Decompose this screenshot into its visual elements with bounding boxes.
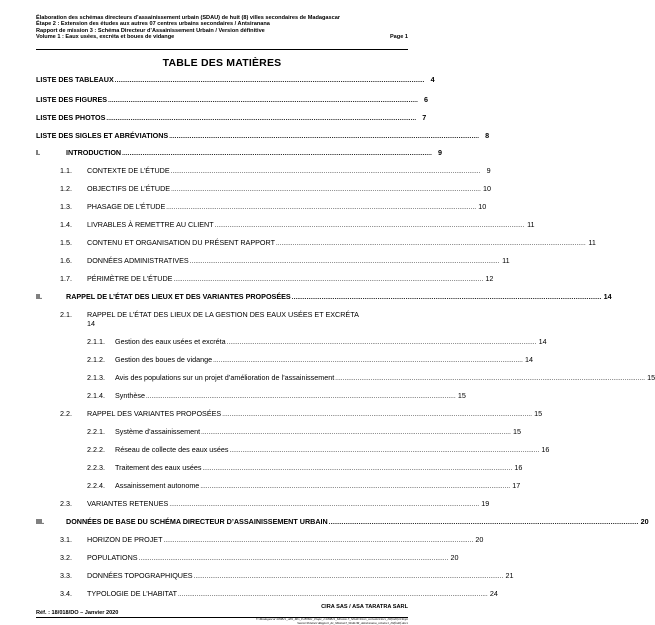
- toc-entry-page: 15: [513, 427, 522, 436]
- toc-entry-number: 3.1.: [60, 535, 72, 544]
- footer-path-line-1: V:\Madagascar\180821_ASS_MG_E180821_Etape_2\180821_Mission 3_SDAU\Docs_sortants\Docs_Définitifs\Diego: [256, 617, 408, 621]
- toc-entry-label: DONNÉES ADMINISTRATIVES: [87, 256, 189, 265]
- dot-leader: ......................................................................................................................................................................: [178, 592, 488, 598]
- dot-leader: ......................................................................................................................................................................: [222, 412, 533, 418]
- toc-entry-label: PÉRIMÈTRE DE L’ÉTUDE: [87, 274, 173, 283]
- toc-entry-number: I.: [36, 148, 40, 157]
- toc-entry-number: III.: [36, 517, 44, 526]
- header-project-title: Élaboration des schémas directeurs d’assainissement urbain (SDAU) de huit (8) villes secondaires de Madagascar: [36, 15, 341, 21]
- toc-entry-page: 16: [541, 445, 550, 454]
- toc-entry-number: 1.1.: [60, 166, 72, 175]
- toc-entry-label: LISTE DES SIGLES ET ABRÉVIATIONS: [36, 131, 169, 140]
- toc-entry-page: 20: [640, 517, 649, 526]
- toc-entry-label: LISTE DES TABLEAUX: [36, 75, 114, 84]
- toc-entry-page: 9: [438, 148, 443, 157]
- toc-entry-1-6[interactable]: [60, 256, 510, 267]
- toc-entry-2-2[interactable]: [60, 409, 543, 420]
- toc-entry-label: LISTE DES FIGURES: [36, 95, 108, 104]
- toc-entry-label: RAPPEL DE L’ÉTAT DES LIEUX DE LA GESTION DES EAUX USÉES ET EXCRÉTA: [87, 310, 359, 319]
- dot-leader: ......................................................................................................................................................................: [138, 556, 449, 562]
- toc-entry-number: 1.7.: [60, 274, 72, 283]
- toc-entry-page: 4: [430, 75, 435, 84]
- toc-entry-label: Synthèse: [115, 391, 145, 400]
- dot-leader: ......................................................................................................................................................................: [291, 295, 602, 301]
- toc-entry-1-3[interactable]: [60, 202, 487, 213]
- footer-reference: Réf. : 18/018/DO – Janvier 2020: [36, 610, 119, 616]
- dot-leader: ......................................................................................................................................................................: [171, 187, 481, 193]
- dot-leader: ......................................................................................................................................................................: [226, 340, 537, 346]
- toc-entry-number: 2.2.4.: [87, 481, 105, 490]
- dot-leader: ......................................................................................................................................................................: [145, 394, 456, 400]
- toc-entry-label: CONTEXTE DE L’ÉTUDE: [87, 166, 170, 175]
- toc-entry-number: 2.2.: [60, 409, 72, 418]
- toc-entry-number: 2.1.2.: [87, 355, 105, 364]
- toc-entry-page: 12: [485, 274, 494, 283]
- toc-entry-page: 9: [486, 166, 491, 175]
- toc-entry-number: 2.2.1.: [87, 427, 105, 436]
- dot-leader: ......................................................................................................................................................................: [213, 358, 524, 364]
- toc-entry-number: 2.1.3.: [87, 373, 105, 382]
- dot-leader: ......................................................................................................................................................................: [193, 574, 504, 580]
- toc-entry-number: 2.3.: [60, 499, 72, 508]
- toc-entry-3-2[interactable]: [60, 553, 459, 564]
- dot-leader: ......................................................................................................................................................................: [173, 277, 484, 283]
- toc-entry-page: 15: [647, 373, 655, 382]
- dot-leader: ......................................................................................................................................................................: [202, 466, 513, 472]
- toc-entry-page: 17: [512, 481, 521, 490]
- toc-entry-label: RAPPEL DES VARIANTES PROPOSÉES: [87, 409, 222, 418]
- dot-leader: ......................................................................................................................................................................: [328, 520, 639, 526]
- toc-entry-2-3[interactable]: [60, 499, 490, 510]
- header-stage: Étape 2 : Extension des études aux autres 07 centres urbains secondaires / Antsiranana: [36, 21, 270, 28]
- dot-leader: ......................................................................................................................................................................: [106, 116, 417, 122]
- toc-entry-chapter-3[interactable]: [36, 517, 649, 528]
- toc-entry-label: Traitement des eaux usées: [115, 463, 202, 472]
- toc-entry-number: 1.5.: [60, 238, 72, 247]
- toc-entry-label: POPULATIONS: [87, 553, 138, 562]
- toc-entry-list-photos[interactable]: [36, 113, 427, 124]
- toc-title: TABLE DES MATIÈRES: [162, 57, 282, 69]
- toc-entry-label: PHASAGE DE L’ÉTUDE: [87, 202, 166, 211]
- toc-entry-label: RAPPEL DE L’ÉTAT DES LIEUX ET DES VARIANTES PROPOSÉES: [66, 292, 291, 301]
- dot-leader: ......................................................................................................................................................................: [229, 448, 540, 454]
- toc-entry-page: 14: [525, 355, 534, 364]
- toc-entry-page: 15: [457, 391, 466, 400]
- toc-entry-page: 14: [603, 292, 612, 301]
- toc-entry-label: DONNÉES TOPOGRAPHIQUES: [87, 571, 193, 580]
- toc-entry-number: 2.1.: [60, 310, 72, 319]
- toc-entry-2-2-3[interactable]: [87, 463, 523, 474]
- toc-entry-list-acronyms[interactable]: [36, 131, 490, 142]
- toc-entry-2-1-2[interactable]: [87, 355, 534, 366]
- toc-entry-chapter-1[interactable]: [36, 148, 443, 159]
- toc-entry-page: 7: [422, 113, 427, 122]
- toc-entry-number: 2.2.3.: [87, 463, 105, 472]
- toc-entry-2-2-2[interactable]: [87, 445, 550, 456]
- header-volume: Volume 1 : Eaux usées, excréta et boues de vidange: [36, 34, 175, 41]
- toc-entry-page: 10: [483, 184, 491, 193]
- toc-entry-page: 19: [481, 499, 490, 508]
- footer-path-line-2: Suarez\Volume1\Rapport_de_Mission3_SDAUM_Antsiranana_volume1_Définitif.docx: [297, 620, 408, 625]
- toc-entry-list-figures[interactable]: [36, 95, 429, 106]
- toc-entry-label: CONTENU ET ORGANISATION DU PRÉSENT RAPPORT: [87, 238, 275, 247]
- toc-entry-page: 6: [424, 95, 429, 104]
- footer-company: CIRA SAS / ASA TARATRA SARL: [321, 604, 408, 610]
- toc-entry-number: 2.2.2.: [87, 445, 105, 454]
- toc-entry-3-3[interactable]: [60, 571, 514, 582]
- toc-entry-number: 1.4.: [60, 220, 72, 229]
- toc-entry-number: II.: [36, 292, 42, 301]
- dot-leader: ......................................................................................................................................................................: [170, 169, 481, 175]
- toc-entry-number: 2.1.1.: [87, 337, 105, 346]
- toc-entry-label: LISTE DES PHOTOS: [36, 113, 106, 122]
- toc-entry-2-1-3[interactable]: [87, 373, 655, 384]
- toc-entry-number: 3.3.: [60, 571, 72, 580]
- toc-entry-page: 11: [502, 256, 510, 265]
- toc-entry-2-1-1[interactable]: [87, 337, 547, 348]
- toc-entry-3-4[interactable]: [60, 589, 498, 600]
- toc-entry-page: 11: [527, 220, 535, 229]
- toc-entry-number: 2.1.4.: [87, 391, 105, 400]
- dot-leader: ......................................................................................................................................................................: [166, 205, 477, 211]
- dot-leader: ......................................................................................................................................................................: [163, 538, 474, 544]
- header-page-number: Page 1: [389, 34, 408, 41]
- toc-entry-page: 16: [514, 463, 523, 472]
- toc-entry-list-tables[interactable]: [36, 75, 435, 86]
- toc-entry-2-1[interactable]: [60, 310, 406, 328]
- toc-entry-label: LIVRABLES À REMETTRE AU CLIENT: [87, 220, 214, 229]
- footer-file-path: [118, 618, 408, 625]
- toc-entry-page: 8: [485, 131, 490, 140]
- toc-entry-1-4[interactable]: [60, 220, 535, 231]
- toc-entry-label: HORIZON DE PROJET: [87, 535, 163, 544]
- dot-leader: ......................................................................................................................................................................: [189, 259, 500, 265]
- toc-entry-1-7[interactable]: [60, 274, 494, 285]
- toc-entry-page: 10: [478, 202, 487, 211]
- toc-entry-label: VARIANTES RETENUES: [87, 499, 169, 508]
- dot-leader: ......................................................................................................................................................................: [335, 376, 646, 382]
- toc-entry-page: 21: [505, 571, 514, 580]
- dot-leader: ......................................................................................................................................................................: [169, 134, 480, 140]
- toc-entry-1-5[interactable]: [60, 238, 596, 249]
- dot-leader: ......................................................................................................................................................................: [214, 223, 525, 229]
- header-report: Rapport de mission 3 : Schéma Directeur d’Assainissement Urbain / Version définitive: [36, 27, 265, 34]
- toc-entry-number: 3.4.: [60, 589, 72, 598]
- toc-entry-number: 3.2.: [60, 553, 72, 562]
- toc-entry-2-2-4[interactable]: [87, 481, 521, 492]
- toc-entry-1-2[interactable]: [60, 184, 491, 195]
- toc-entry-number: 1.6.: [60, 256, 72, 265]
- toc-entry-2-1-4[interactable]: [87, 391, 466, 402]
- dot-leader: ......................................................................................................................................................................: [122, 151, 433, 157]
- toc-entry-label: Assainissement autonome: [115, 481, 200, 490]
- toc-entry-1-1[interactable]: [60, 166, 491, 177]
- toc-entry-label: INTRODUCTION: [66, 148, 122, 157]
- dot-leader: ......................................................................................................................................................................: [200, 484, 511, 490]
- toc-entry-2-2-1[interactable]: [87, 427, 522, 438]
- toc-entry-label: Gestion des boues de vidange: [115, 355, 213, 364]
- toc-entry-label: Système d’assainissement: [115, 427, 201, 436]
- toc-entry-label: TYPOLOGIE DE L’HABITAT: [87, 589, 177, 598]
- toc-entry-label: Gestion des eaux usées et excréta: [115, 337, 226, 346]
- dot-leader: ......................................................................................................................................................................: [275, 241, 586, 247]
- toc-entry-page: 11: [588, 238, 596, 247]
- dot-leader: ......................................................................................................................................................................: [169, 502, 480, 508]
- toc-entry-number: 1.2.: [60, 184, 72, 193]
- toc-entry-page: 14: [87, 319, 95, 328]
- toc-entry-label: Réseau de collecte des eaux usées: [115, 445, 229, 454]
- dot-leader: ......................................................................................................................................................................: [201, 430, 512, 436]
- toc-entry-page: 15: [534, 409, 543, 418]
- toc-entry-chapter-2[interactable]: [36, 292, 612, 303]
- toc-entry-page: 24: [489, 589, 498, 598]
- toc-entry-number: 1.3.: [60, 202, 72, 211]
- toc-entry-page: 20: [475, 535, 484, 544]
- toc-entry-label: DONNÉES DE BASE DU SCHÉMA DIRECTEUR D’ASSAINISSEMENT URBAIN: [66, 517, 328, 526]
- toc-entry-label: Avis des populations sur un projet d’amélioration de l’assainissement: [115, 373, 335, 382]
- toc-entry-3-1[interactable]: [60, 535, 484, 546]
- toc-entry-page: 20: [450, 553, 459, 562]
- toc-entry-label: OBJECTIFS DE L’ÉTUDE: [87, 184, 171, 193]
- toc-entry-page: 14: [538, 337, 547, 346]
- dot-leader: ......................................................................................................................................................................: [108, 98, 419, 104]
- dot-leader: ......................................................................................................................................................................: [114, 78, 425, 84]
